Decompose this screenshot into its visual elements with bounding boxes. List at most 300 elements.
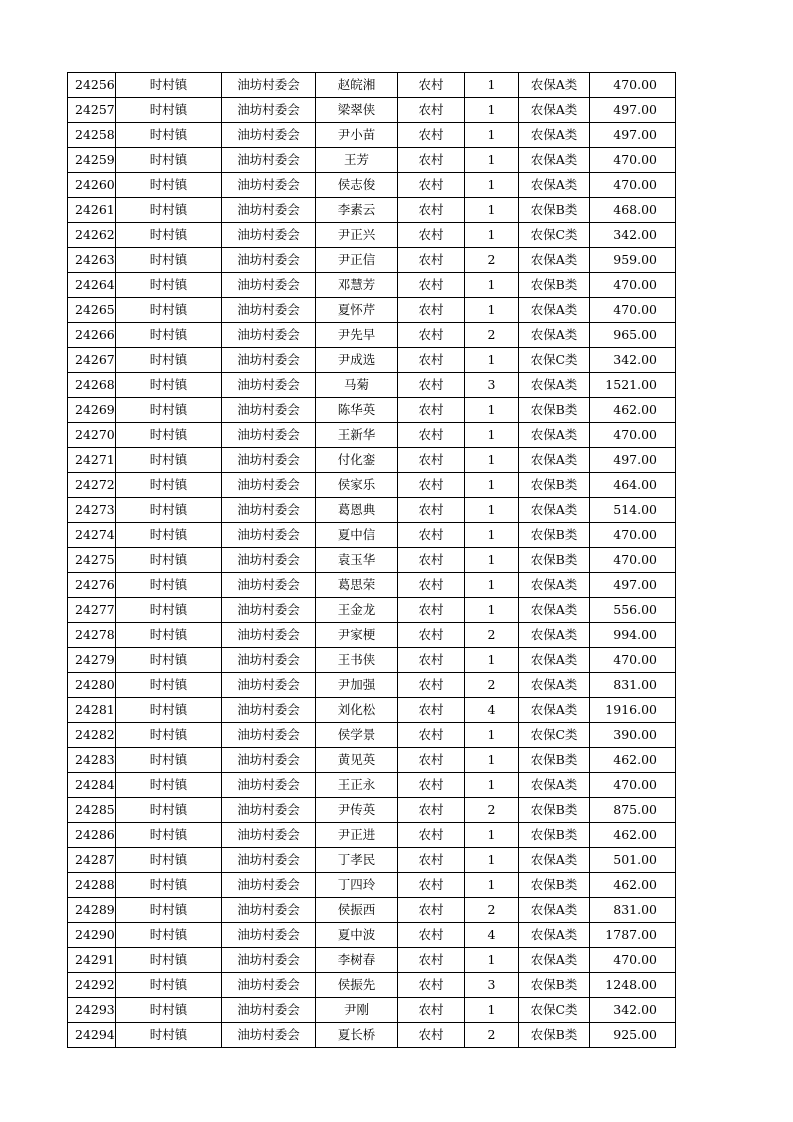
insurance-class-cell: 农保B类 bbox=[519, 973, 590, 998]
insurance-class-cell: 农保A类 bbox=[519, 373, 590, 398]
record-id-cell: 24286 bbox=[68, 823, 116, 848]
village-committee-cell: 油坊村委会 bbox=[222, 923, 316, 948]
household-count-cell: 1 bbox=[465, 773, 519, 798]
insurance-class-cell: 农保C类 bbox=[519, 223, 590, 248]
town-cell: 时村镇 bbox=[116, 798, 222, 823]
insurance-class-cell: 农保A类 bbox=[519, 173, 590, 198]
household-count-cell: 1 bbox=[465, 573, 519, 598]
area-type-cell: 农村 bbox=[398, 348, 465, 373]
village-committee-cell: 油坊村委会 bbox=[222, 98, 316, 123]
record-id-cell: 24262 bbox=[68, 223, 116, 248]
amount-cell: 470.00 bbox=[590, 148, 676, 173]
village-committee-cell: 油坊村委会 bbox=[222, 223, 316, 248]
town-cell: 时村镇 bbox=[116, 848, 222, 873]
name-cell: 袁玉华 bbox=[316, 548, 398, 573]
town-cell: 时村镇 bbox=[116, 598, 222, 623]
village-committee-cell: 油坊村委会 bbox=[222, 798, 316, 823]
area-type-cell: 农村 bbox=[398, 723, 465, 748]
insurance-class-cell: 农保B类 bbox=[519, 548, 590, 573]
insurance-class-cell: 农保A类 bbox=[519, 73, 590, 98]
name-cell: 尹正信 bbox=[316, 248, 398, 273]
amount-cell: 501.00 bbox=[590, 848, 676, 873]
village-committee-cell: 油坊村委会 bbox=[222, 973, 316, 998]
area-type-cell: 农村 bbox=[398, 223, 465, 248]
household-count-cell: 1 bbox=[465, 998, 519, 1023]
name-cell: 陈华英 bbox=[316, 398, 398, 423]
town-cell: 时村镇 bbox=[116, 923, 222, 948]
amount-cell: 470.00 bbox=[590, 773, 676, 798]
household-count-cell: 1 bbox=[465, 548, 519, 573]
area-type-cell: 农村 bbox=[398, 373, 465, 398]
town-cell: 时村镇 bbox=[116, 398, 222, 423]
table-row bbox=[68, 523, 676, 548]
name-cell: 侯振西 bbox=[316, 898, 398, 923]
record-id-cell: 24280 bbox=[68, 673, 116, 698]
record-id-cell: 24269 bbox=[68, 398, 116, 423]
village-committee-cell: 油坊村委会 bbox=[222, 548, 316, 573]
town-cell: 时村镇 bbox=[116, 573, 222, 598]
insurance-class-cell: 农保A类 bbox=[519, 948, 590, 973]
area-type-cell: 农村 bbox=[398, 423, 465, 448]
area-type-cell: 农村 bbox=[398, 1023, 465, 1048]
area-type-cell: 农村 bbox=[398, 648, 465, 673]
household-count-cell: 1 bbox=[465, 273, 519, 298]
insurance-class-cell: 农保A类 bbox=[519, 298, 590, 323]
record-id-cell: 24272 bbox=[68, 473, 116, 498]
amount-cell: 1248.00 bbox=[590, 973, 676, 998]
amount-cell: 342.00 bbox=[590, 223, 676, 248]
record-id-cell: 24275 bbox=[68, 548, 116, 573]
household-count-cell: 1 bbox=[465, 98, 519, 123]
name-cell: 李素云 bbox=[316, 198, 398, 223]
village-committee-cell: 油坊村委会 bbox=[222, 623, 316, 648]
name-cell: 尹小苗 bbox=[316, 123, 398, 148]
household-count-cell: 1 bbox=[465, 73, 519, 98]
name-cell: 葛思荣 bbox=[316, 573, 398, 598]
household-count-cell: 3 bbox=[465, 373, 519, 398]
insurance-class-cell: 农保A类 bbox=[519, 598, 590, 623]
town-cell: 时村镇 bbox=[116, 698, 222, 723]
record-id-cell: 24294 bbox=[68, 1023, 116, 1048]
name-cell: 夏中波 bbox=[316, 923, 398, 948]
household-count-cell: 1 bbox=[465, 873, 519, 898]
household-count-cell: 1 bbox=[465, 473, 519, 498]
town-cell: 时村镇 bbox=[116, 423, 222, 448]
household-count-cell: 2 bbox=[465, 673, 519, 698]
area-type-cell: 农村 bbox=[398, 523, 465, 548]
village-committee-cell: 油坊村委会 bbox=[222, 423, 316, 448]
name-cell: 尹正进 bbox=[316, 823, 398, 848]
amount-cell: 464.00 bbox=[590, 473, 676, 498]
insurance-class-cell: 农保B类 bbox=[519, 1023, 590, 1048]
village-committee-cell: 油坊村委会 bbox=[222, 323, 316, 348]
record-id-cell: 24261 bbox=[68, 198, 116, 223]
household-count-cell: 1 bbox=[465, 173, 519, 198]
table-row bbox=[68, 548, 676, 573]
table-row bbox=[68, 348, 676, 373]
town-cell: 时村镇 bbox=[116, 473, 222, 498]
village-committee-cell: 油坊村委会 bbox=[222, 898, 316, 923]
record-id-cell: 24258 bbox=[68, 123, 116, 148]
area-type-cell: 农村 bbox=[398, 623, 465, 648]
insurance-class-cell: 农保B类 bbox=[519, 198, 590, 223]
village-committee-cell: 油坊村委会 bbox=[222, 348, 316, 373]
household-count-cell: 1 bbox=[465, 348, 519, 373]
household-count-cell: 1 bbox=[465, 723, 519, 748]
amount-cell: 470.00 bbox=[590, 423, 676, 448]
village-committee-cell: 油坊村委会 bbox=[222, 648, 316, 673]
household-count-cell: 1 bbox=[465, 598, 519, 623]
table-row bbox=[68, 748, 676, 773]
name-cell: 邓慧芳 bbox=[316, 273, 398, 298]
town-cell: 时村镇 bbox=[116, 198, 222, 223]
record-id-cell: 24293 bbox=[68, 998, 116, 1023]
amount-cell: 470.00 bbox=[590, 273, 676, 298]
village-committee-cell: 油坊村委会 bbox=[222, 198, 316, 223]
area-type-cell: 农村 bbox=[398, 73, 465, 98]
village-committee-cell: 油坊村委会 bbox=[222, 498, 316, 523]
name-cell: 葛恩典 bbox=[316, 498, 398, 523]
household-count-cell: 2 bbox=[465, 898, 519, 923]
village-committee-cell: 油坊村委会 bbox=[222, 773, 316, 798]
roster-table bbox=[67, 72, 676, 1048]
name-cell: 尹刚 bbox=[316, 998, 398, 1023]
town-cell: 时村镇 bbox=[116, 298, 222, 323]
household-count-cell: 1 bbox=[465, 398, 519, 423]
area-type-cell: 农村 bbox=[398, 573, 465, 598]
town-cell: 时村镇 bbox=[116, 823, 222, 848]
record-id-cell: 24292 bbox=[68, 973, 116, 998]
name-cell: 王书侠 bbox=[316, 648, 398, 673]
household-count-cell: 2 bbox=[465, 798, 519, 823]
area-type-cell: 农村 bbox=[398, 848, 465, 873]
town-cell: 时村镇 bbox=[116, 123, 222, 148]
insurance-class-cell: 农保A类 bbox=[519, 623, 590, 648]
name-cell: 马菊 bbox=[316, 373, 398, 398]
area-type-cell: 农村 bbox=[398, 798, 465, 823]
insurance-class-cell: 农保A类 bbox=[519, 498, 590, 523]
table-row bbox=[68, 823, 676, 848]
name-cell: 侯家乐 bbox=[316, 473, 398, 498]
insurance-class-cell: 农保A类 bbox=[519, 773, 590, 798]
record-id-cell: 24289 bbox=[68, 898, 116, 923]
amount-cell: 965.00 bbox=[590, 323, 676, 348]
record-id-cell: 24284 bbox=[68, 773, 116, 798]
name-cell: 夏长桥 bbox=[316, 1023, 398, 1048]
town-cell: 时村镇 bbox=[116, 248, 222, 273]
insurance-class-cell: 农保A类 bbox=[519, 648, 590, 673]
household-count-cell: 4 bbox=[465, 698, 519, 723]
record-id-cell: 24290 bbox=[68, 923, 116, 948]
household-count-cell: 1 bbox=[465, 848, 519, 873]
household-count-cell: 2 bbox=[465, 248, 519, 273]
amount-cell: 470.00 bbox=[590, 648, 676, 673]
table-row bbox=[68, 998, 676, 1023]
amount-cell: 468.00 bbox=[590, 198, 676, 223]
amount-cell: 1916.00 bbox=[590, 698, 676, 723]
insurance-class-cell: 农保B类 bbox=[519, 273, 590, 298]
amount-cell: 994.00 bbox=[590, 623, 676, 648]
area-type-cell: 农村 bbox=[398, 598, 465, 623]
village-committee-cell: 油坊村委会 bbox=[222, 273, 316, 298]
name-cell: 王金龙 bbox=[316, 598, 398, 623]
area-type-cell: 农村 bbox=[398, 548, 465, 573]
record-id-cell: 24264 bbox=[68, 273, 116, 298]
record-id-cell: 24291 bbox=[68, 948, 116, 973]
table-row bbox=[68, 798, 676, 823]
town-cell: 时村镇 bbox=[116, 98, 222, 123]
table-row bbox=[68, 373, 676, 398]
table-row bbox=[68, 698, 676, 723]
insurance-class-cell: 农保A类 bbox=[519, 323, 590, 348]
insurance-class-cell: 农保B类 bbox=[519, 398, 590, 423]
table-row bbox=[68, 598, 676, 623]
amount-cell: 831.00 bbox=[590, 898, 676, 923]
record-id-cell: 24267 bbox=[68, 348, 116, 373]
name-cell: 刘化松 bbox=[316, 698, 398, 723]
name-cell: 侯振先 bbox=[316, 973, 398, 998]
area-type-cell: 农村 bbox=[398, 773, 465, 798]
household-count-cell: 3 bbox=[465, 973, 519, 998]
table-row bbox=[68, 773, 676, 798]
record-id-cell: 24277 bbox=[68, 598, 116, 623]
name-cell: 赵皖湘 bbox=[316, 73, 398, 98]
area-type-cell: 农村 bbox=[398, 298, 465, 323]
table-row bbox=[68, 198, 676, 223]
table-row bbox=[68, 873, 676, 898]
record-id-cell: 24283 bbox=[68, 748, 116, 773]
town-cell: 时村镇 bbox=[116, 723, 222, 748]
amount-cell: 462.00 bbox=[590, 398, 676, 423]
town-cell: 时村镇 bbox=[116, 523, 222, 548]
town-cell: 时村镇 bbox=[116, 348, 222, 373]
name-cell: 李树春 bbox=[316, 948, 398, 973]
household-count-cell: 1 bbox=[465, 198, 519, 223]
name-cell: 尹正兴 bbox=[316, 223, 398, 248]
insurance-class-cell: 农保A类 bbox=[519, 448, 590, 473]
name-cell: 尹传英 bbox=[316, 798, 398, 823]
town-cell: 时村镇 bbox=[116, 173, 222, 198]
name-cell: 尹家梗 bbox=[316, 623, 398, 648]
amount-cell: 462.00 bbox=[590, 873, 676, 898]
area-type-cell: 农村 bbox=[398, 998, 465, 1023]
household-count-cell: 1 bbox=[465, 298, 519, 323]
record-id-cell: 24266 bbox=[68, 323, 116, 348]
insurance-class-cell: 农保B类 bbox=[519, 523, 590, 548]
insurance-class-cell: 农保A类 bbox=[519, 848, 590, 873]
amount-cell: 959.00 bbox=[590, 248, 676, 273]
amount-cell: 875.00 bbox=[590, 798, 676, 823]
insurance-class-cell: 农保A类 bbox=[519, 123, 590, 148]
village-committee-cell: 油坊村委会 bbox=[222, 1023, 316, 1048]
amount-cell: 470.00 bbox=[590, 523, 676, 548]
town-cell: 时村镇 bbox=[116, 648, 222, 673]
area-type-cell: 农村 bbox=[398, 748, 465, 773]
table-row bbox=[68, 848, 676, 873]
village-committee-cell: 油坊村委会 bbox=[222, 848, 316, 873]
table-row bbox=[68, 248, 676, 273]
amount-cell: 556.00 bbox=[590, 598, 676, 623]
town-cell: 时村镇 bbox=[116, 898, 222, 923]
village-committee-cell: 油坊村委会 bbox=[222, 873, 316, 898]
town-cell: 时村镇 bbox=[116, 748, 222, 773]
amount-cell: 470.00 bbox=[590, 73, 676, 98]
village-committee-cell: 油坊村委会 bbox=[222, 123, 316, 148]
village-committee-cell: 油坊村委会 bbox=[222, 473, 316, 498]
town-cell: 时村镇 bbox=[116, 973, 222, 998]
area-type-cell: 农村 bbox=[398, 948, 465, 973]
household-count-cell: 1 bbox=[465, 123, 519, 148]
table-row bbox=[68, 923, 676, 948]
table-row bbox=[68, 98, 676, 123]
amount-cell: 497.00 bbox=[590, 123, 676, 148]
name-cell: 尹成选 bbox=[316, 348, 398, 373]
area-type-cell: 农村 bbox=[398, 123, 465, 148]
amount-cell: 1787.00 bbox=[590, 923, 676, 948]
household-count-cell: 1 bbox=[465, 823, 519, 848]
area-type-cell: 农村 bbox=[398, 673, 465, 698]
insurance-class-cell: 农保A类 bbox=[519, 898, 590, 923]
name-cell: 梁翠侠 bbox=[316, 98, 398, 123]
household-count-cell: 2 bbox=[465, 623, 519, 648]
amount-cell: 470.00 bbox=[590, 173, 676, 198]
name-cell: 王芳 bbox=[316, 148, 398, 173]
household-count-cell: 2 bbox=[465, 1023, 519, 1048]
village-committee-cell: 油坊村委会 bbox=[222, 398, 316, 423]
record-id-cell: 24265 bbox=[68, 298, 116, 323]
village-committee-cell: 油坊村委会 bbox=[222, 998, 316, 1023]
record-id-cell: 24282 bbox=[68, 723, 116, 748]
table-row bbox=[68, 223, 676, 248]
area-type-cell: 农村 bbox=[398, 323, 465, 348]
insurance-class-cell: 农保B类 bbox=[519, 748, 590, 773]
area-type-cell: 农村 bbox=[398, 398, 465, 423]
area-type-cell: 农村 bbox=[398, 148, 465, 173]
town-cell: 时村镇 bbox=[116, 448, 222, 473]
amount-cell: 1521.00 bbox=[590, 373, 676, 398]
town-cell: 时村镇 bbox=[116, 673, 222, 698]
name-cell: 王新华 bbox=[316, 423, 398, 448]
village-committee-cell: 油坊村委会 bbox=[222, 948, 316, 973]
table-row bbox=[68, 573, 676, 598]
amount-cell: 831.00 bbox=[590, 673, 676, 698]
village-committee-cell: 油坊村委会 bbox=[222, 448, 316, 473]
record-id-cell: 24276 bbox=[68, 573, 116, 598]
name-cell: 夏怀芹 bbox=[316, 298, 398, 323]
name-cell: 尹加强 bbox=[316, 673, 398, 698]
area-type-cell: 农村 bbox=[398, 273, 465, 298]
area-type-cell: 农村 bbox=[398, 448, 465, 473]
area-type-cell: 农村 bbox=[398, 898, 465, 923]
town-cell: 时村镇 bbox=[116, 548, 222, 573]
town-cell: 时村镇 bbox=[116, 998, 222, 1023]
village-committee-cell: 油坊村委会 bbox=[222, 298, 316, 323]
town-cell: 时村镇 bbox=[116, 373, 222, 398]
name-cell: 尹先早 bbox=[316, 323, 398, 348]
table-row bbox=[68, 398, 676, 423]
area-type-cell: 农村 bbox=[398, 498, 465, 523]
insurance-class-cell: 农保B类 bbox=[519, 823, 590, 848]
town-cell: 时村镇 bbox=[116, 323, 222, 348]
area-type-cell: 农村 bbox=[398, 473, 465, 498]
village-committee-cell: 油坊村委会 bbox=[222, 823, 316, 848]
table-row bbox=[68, 173, 676, 198]
amount-cell: 925.00 bbox=[590, 1023, 676, 1048]
village-committee-cell: 油坊村委会 bbox=[222, 173, 316, 198]
table-row bbox=[68, 623, 676, 648]
household-count-cell: 1 bbox=[465, 648, 519, 673]
village-committee-cell: 油坊村委会 bbox=[222, 573, 316, 598]
record-id-cell: 24288 bbox=[68, 873, 116, 898]
household-count-cell: 1 bbox=[465, 448, 519, 473]
amount-cell: 497.00 bbox=[590, 573, 676, 598]
area-type-cell: 农村 bbox=[398, 98, 465, 123]
roster-body bbox=[68, 73, 676, 1048]
table-row bbox=[68, 123, 676, 148]
table-row bbox=[68, 73, 676, 98]
town-cell: 时村镇 bbox=[116, 873, 222, 898]
name-cell: 丁四玲 bbox=[316, 873, 398, 898]
name-cell: 黄见英 bbox=[316, 748, 398, 773]
town-cell: 时村镇 bbox=[116, 73, 222, 98]
town-cell: 时村镇 bbox=[116, 623, 222, 648]
village-committee-cell: 油坊村委会 bbox=[222, 373, 316, 398]
name-cell: 侯志俊 bbox=[316, 173, 398, 198]
area-type-cell: 农村 bbox=[398, 248, 465, 273]
household-count-cell: 1 bbox=[465, 748, 519, 773]
village-committee-cell: 油坊村委会 bbox=[222, 698, 316, 723]
record-id-cell: 24259 bbox=[68, 148, 116, 173]
insurance-class-cell: 农保A类 bbox=[519, 573, 590, 598]
table-row bbox=[68, 723, 676, 748]
household-count-cell: 1 bbox=[465, 423, 519, 448]
table-row bbox=[68, 1023, 676, 1048]
insurance-class-cell: 农保B类 bbox=[519, 873, 590, 898]
amount-cell: 470.00 bbox=[590, 298, 676, 323]
record-id-cell: 24285 bbox=[68, 798, 116, 823]
amount-cell: 514.00 bbox=[590, 498, 676, 523]
village-committee-cell: 油坊村委会 bbox=[222, 148, 316, 173]
table-row bbox=[68, 648, 676, 673]
record-id-cell: 24278 bbox=[68, 623, 116, 648]
area-type-cell: 农村 bbox=[398, 923, 465, 948]
village-committee-cell: 油坊村委会 bbox=[222, 248, 316, 273]
insurance-class-cell: 农保A类 bbox=[519, 673, 590, 698]
record-id-cell: 24271 bbox=[68, 448, 116, 473]
insurance-class-cell: 农保B类 bbox=[519, 798, 590, 823]
table-row bbox=[68, 148, 676, 173]
insurance-class-cell: 农保A类 bbox=[519, 98, 590, 123]
household-count-cell: 1 bbox=[465, 523, 519, 548]
household-count-cell: 1 bbox=[465, 498, 519, 523]
record-id-cell: 24257 bbox=[68, 98, 116, 123]
record-id-cell: 24256 bbox=[68, 73, 116, 98]
household-count-cell: 1 bbox=[465, 223, 519, 248]
household-count-cell: 2 bbox=[465, 323, 519, 348]
village-committee-cell: 油坊村委会 bbox=[222, 598, 316, 623]
area-type-cell: 农村 bbox=[398, 873, 465, 898]
area-type-cell: 农村 bbox=[398, 198, 465, 223]
record-id-cell: 24274 bbox=[68, 523, 116, 548]
insurance-class-cell: 农保A类 bbox=[519, 698, 590, 723]
insurance-class-cell: 农保A类 bbox=[519, 148, 590, 173]
record-id-cell: 24260 bbox=[68, 173, 116, 198]
town-cell: 时村镇 bbox=[116, 273, 222, 298]
table-row bbox=[68, 673, 676, 698]
area-type-cell: 农村 bbox=[398, 823, 465, 848]
name-cell: 侯学景 bbox=[316, 723, 398, 748]
village-committee-cell: 油坊村委会 bbox=[222, 73, 316, 98]
